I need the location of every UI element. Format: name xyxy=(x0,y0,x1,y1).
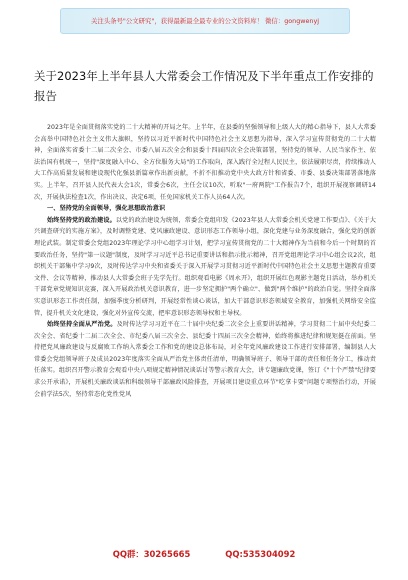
section-heading: 一、坚持党的全面领导，强化思想政治意识 xyxy=(47,205,166,213)
document-title: 关于2023年上半年县人大常委会工作情况及下半年重点工作安排的报告 xyxy=(34,69,374,103)
paragraph-political-building xyxy=(34,215,376,319)
document-body xyxy=(34,122,376,400)
paragraph-text: 及时传达学习习近平在二十届中央纪委二次全会上重要讲话精神，学习贯彻二十届中央纪委二次全会、省纪委十二届二次全会、市纪委八届三次全会、县纪委十四届三次全会精神，始终将推进纪律和规矩挺在前面。坚持把党风廉政建设与反腐败工作纳入常委会工作和党的建设总体布局，对全年党风廉政建设工作进行安排部署，编制县人大常委会党组领导班子及成员2023年度落实全面从严治党主体责任清单，明确领导班子、领导干部的责任和任务分工，推动责任落实。组织召开警示教育会观看中央八项规定精神情况谈话讨等警示教育大会，讲专题廉政党课，签订《"十个严禁"纪律要求公开承诺》，开展机关廉政谈话和科级领导干部廉政风险排查，开展项目建设重点环节"吃拿卡要"问题专项整治行动，开展会前学法5次，坚持常态化党性党风 xyxy=(34,321,376,398)
paragraph-lead: 始终坚持全面从严治党。 xyxy=(47,321,117,329)
intro-paragraph: 2023年是全面贯彻落实党的二十大精神的开局之年。上半年，在县委的坚强领导和上级人大的精心指导下，县人大常委会高举中国特色社会主义伟大旗帜，坚持以习近平新时代中国特色社会主义思想为指导，深入学习宣传贯彻党的二十大精神，全面落实省委十二届二次全会、市委八届五次全会和县委十四届四次全会决策部署，坚持党的领导、人民当家作主、依法治国有机统一，坚持"深度融入中心、全方位服务大局"的工作取向，深入践行全过程人民民主，依法履职尽责，持续推动人大工作高质量发展和建设现代化强县新篇章作出新贡献，不折不扣推动党中央大政方针和省委、市委、县委决策部署落地落实。上半年，召开县人民代表大会1次，常委会6次，主任会议10次，听取"一府两院"工作报告7个，组织开展视察调研14次，开展执法检查1次，作出决议、决定6项，任免国家机关工作人员64人次。 xyxy=(34,124,376,201)
paragraph-text: 以党的政治建设为统领，常委会党组印发《2023年县人大常委会机关党建工作要点》、《关于大兴调查研究的实施方案》，及时调整党建、党风廉政建设、意识形态工作领导小组，深化党建与业务深度融合，强化党的创新理论武装。制定常委会党组2023年理论学习中心组学习计划，把学习宣传贯彻党的二十大精神作为当前和今后一个时期的首要政治任务，坚持"第一议题"制度，及时学习习近平总书记重要讲话和指示批示精神，召开党组理论学习中心组会议2次，组织机关干部集中学习9次，及时传达学习中央和省委关于深入开展学习贯彻习近平新时代中国特色社会主义思想主题教育重要文件、会议等精神，推动县人大常委会班子先学先行。组织观看电影《周永开》，组织开展红色观影主题党日活动，举办机关干部党章党规知识竞赛，深入开展政治机关意识教育，进一步坚定拥护"两个确立"、做到"两个维护"的政治自觉。坚持全面落实意识形态工作责任制，加强季度分析研判，开展经常性谈心谈话，加大干部意识形态领域安全教育，加强机关网络安全监管，提升机关文化建设，强化对外宣传交流，把牢意识形态领导权和主导权。 xyxy=(34,216,376,317)
paragraph-party-discipline xyxy=(34,319,376,400)
qq-group-text: QQ群：30265665 xyxy=(112,549,191,559)
promo-banner[interactable]: 关注头条号"公文研究"，获得最新最全最专业的公文资料库！ 微信：gongwenyj xyxy=(60,8,350,34)
paragraph-lead: 始终坚持党的政治建设。 xyxy=(47,216,116,224)
contact-footer xyxy=(0,544,408,564)
qq-text: QQ:535304092 xyxy=(225,549,296,559)
